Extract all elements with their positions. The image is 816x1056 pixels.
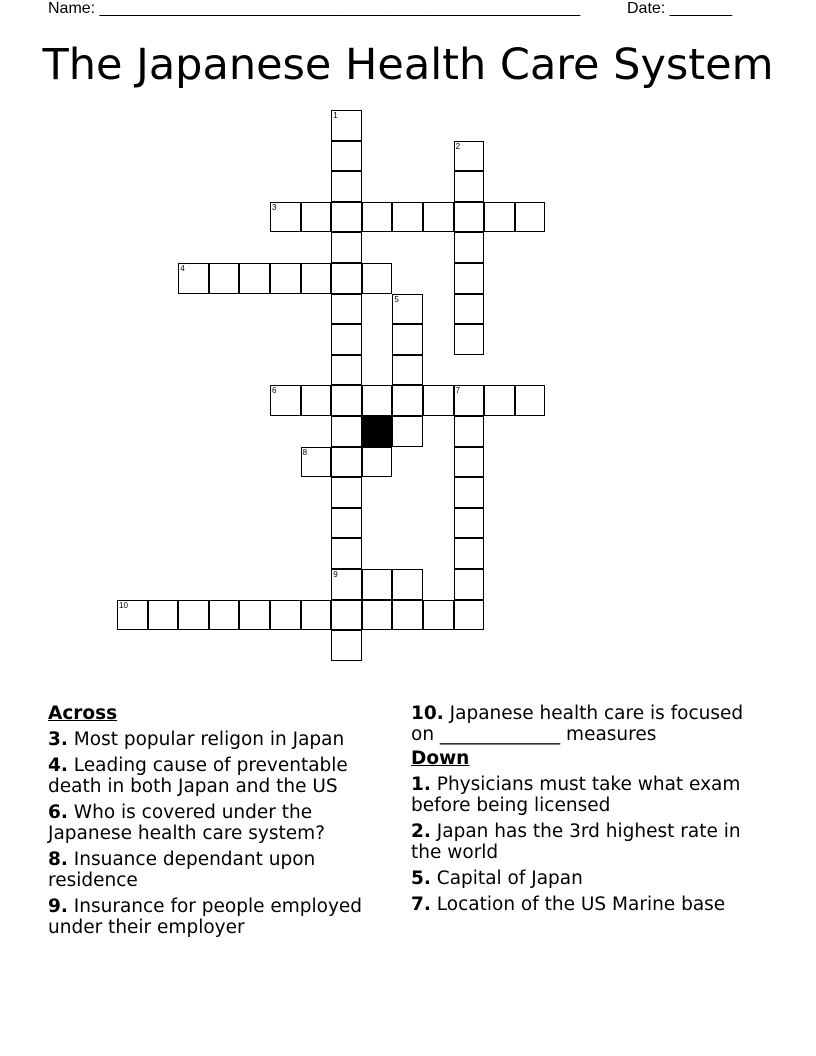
grid-cell[interactable] — [362, 263, 393, 294]
clue-number: 4. — [48, 755, 68, 776]
cell-number: 3 — [272, 202, 277, 212]
clue-text: Most popular religon in Japan — [73, 729, 345, 750]
clue-number: 9. — [48, 896, 68, 917]
clue-text: Japanese health care is focused on _____________ measures — [411, 703, 744, 745]
grid-cell[interactable] — [484, 385, 515, 416]
grid-cell[interactable] — [331, 171, 362, 202]
clue-number: 2. — [411, 821, 431, 842]
grid-cell[interactable] — [392, 202, 423, 233]
clue-number: 3. — [48, 729, 68, 750]
date-field-label: Date: _______ — [627, 0, 732, 17]
clue-text: Who is covered under the Japanese health care system? — [48, 802, 325, 844]
grid-cell[interactable] — [270, 263, 301, 294]
grid-cell[interactable] — [392, 416, 423, 447]
grid-cell[interactable] — [331, 294, 362, 325]
clue-text: Capital of Japan — [436, 868, 583, 889]
clues-right-column — [411, 703, 756, 920]
cell-number: 1 — [333, 111, 338, 120]
clue-text: Insurance for people employed under their employer — [48, 896, 363, 938]
grid-cell[interactable] — [331, 508, 362, 539]
grid-cell-numbered[interactable] — [331, 569, 362, 600]
name-field-label: Name: ______________________________________________________ — [48, 0, 581, 17]
clue-across-9 — [48, 896, 393, 938]
grid-cell[interactable] — [301, 263, 332, 294]
clue-down-5 — [411, 868, 756, 889]
grid-cell-numbered[interactable] — [454, 141, 485, 172]
cell-number: 7 — [455, 386, 461, 396]
down-heading: Down — [411, 748, 470, 769]
cell-number: 8 — [302, 447, 308, 457]
grid-cell-numbered[interactable] — [270, 385, 301, 416]
grid-cell[interactable] — [454, 538, 485, 569]
clue-text: Location of the US Marine base — [436, 894, 726, 915]
clue-number: 8. — [48, 849, 68, 870]
grid-cell[interactable] — [148, 600, 179, 631]
across-heading: Across — [48, 703, 118, 724]
grid-cell[interactable] — [515, 385, 546, 416]
grid-cell[interactable] — [239, 600, 270, 631]
grid-cell-numbered[interactable] — [270, 202, 301, 233]
cell-number: 4 — [180, 264, 185, 273]
clue-across-6 — [48, 802, 393, 844]
grid-cell[interactable] — [331, 538, 362, 569]
grid-cell[interactable] — [209, 600, 240, 631]
grid-cell[interactable] — [392, 569, 423, 600]
cell-number: 2 — [455, 141, 461, 151]
grid-cell[interactable] — [392, 385, 423, 416]
clue-across-4 — [48, 755, 393, 797]
grid-cell[interactable] — [454, 263, 485, 294]
grid-cell[interactable] — [454, 447, 485, 478]
grid-cell[interactable] — [454, 232, 485, 263]
cell-number: 9 — [333, 570, 338, 579]
grid-cell[interactable] — [301, 600, 332, 631]
grid-cell[interactable] — [331, 263, 362, 294]
grid-cell[interactable] — [331, 447, 362, 478]
grid-cell[interactable] — [209, 263, 240, 294]
grid-cell[interactable] — [331, 477, 362, 508]
grid-cell[interactable] — [331, 232, 362, 263]
grid-cell[interactable] — [362, 385, 393, 416]
clue-text: Physicians must take what exam before being licensed — [411, 774, 741, 816]
grid-cell[interactable] — [454, 569, 485, 600]
clue-text: Leading cause of preventable death in both Japan and the US — [48, 755, 348, 797]
grid-cell[interactable] — [331, 630, 362, 661]
grid-cell[interactable] — [454, 477, 485, 508]
grid-cell[interactable] — [515, 202, 546, 233]
grid-cell[interactable] — [362, 447, 393, 478]
clue-down-2 — [411, 821, 756, 863]
grid-cell[interactable] — [423, 385, 454, 416]
grid-cell[interactable] — [331, 324, 362, 355]
clue-text: Japan has the 3rd highest rate in the world — [411, 821, 741, 863]
grid-cell[interactable] — [454, 600, 485, 631]
clue-number: 5. — [411, 868, 431, 889]
grid-cell[interactable] — [331, 600, 362, 631]
grid-cell-numbered[interactable] — [117, 600, 148, 631]
cell-number: 5 — [394, 294, 399, 304]
cell-number: 6 — [272, 386, 277, 396]
grid-cell-numbered[interactable] — [331, 110, 362, 141]
clue-across-3 — [48, 729, 393, 750]
clue-down-1 — [411, 774, 756, 816]
clue-number: 6. — [48, 802, 68, 823]
grid-cell[interactable] — [454, 294, 485, 325]
grid-cell[interactable] — [423, 600, 454, 631]
grid-cell[interactable] — [331, 202, 362, 233]
grid-cell[interactable] — [454, 416, 485, 447]
clue-text: Insuance dependant upon residence — [48, 849, 316, 891]
grid-cell[interactable] — [331, 416, 362, 447]
grid-cell[interactable] — [301, 385, 332, 416]
grid-cell[interactable] — [454, 508, 485, 539]
clue-number: 1. — [411, 774, 431, 795]
grid-cell[interactable] — [454, 202, 485, 233]
grid-cell-numbered[interactable] — [392, 294, 423, 325]
grid-cell[interactable] — [484, 202, 515, 233]
clue-across-10 — [411, 703, 756, 745]
grid-cell[interactable] — [362, 202, 393, 233]
grid-cell-numbered[interactable] — [301, 447, 332, 478]
grid-cell[interactable] — [392, 324, 423, 355]
grid-cell-numbered[interactable] — [454, 385, 485, 416]
grid-cell[interactable] — [392, 355, 423, 386]
grid-cell[interactable] — [362, 569, 393, 600]
grid-cell[interactable] — [239, 263, 270, 294]
grid-cell[interactable] — [301, 202, 332, 233]
clue-down-7 — [411, 894, 756, 915]
cell-number: 10 — [119, 600, 128, 610]
page-title: The Japanese Health Care System — [42, 40, 774, 90]
grid-cell[interactable] — [392, 600, 423, 631]
grid-cell[interactable] — [331, 385, 362, 416]
clues-left-column — [48, 703, 393, 943]
grid-block — [362, 416, 393, 447]
clue-number: 10. — [411, 703, 444, 724]
grid-cell[interactable] — [454, 171, 485, 202]
grid-cell-numbered[interactable] — [178, 263, 209, 294]
grid-cell[interactable] — [423, 202, 454, 233]
grid-cell[interactable] — [178, 600, 209, 631]
grid-cell[interactable] — [270, 600, 301, 631]
clue-number: 7. — [411, 894, 431, 915]
clue-across-8 — [48, 849, 393, 891]
grid-cell[interactable] — [454, 324, 485, 355]
grid-cell[interactable] — [331, 355, 362, 386]
grid-cell[interactable] — [362, 600, 393, 631]
grid-cell[interactable] — [331, 141, 362, 172]
